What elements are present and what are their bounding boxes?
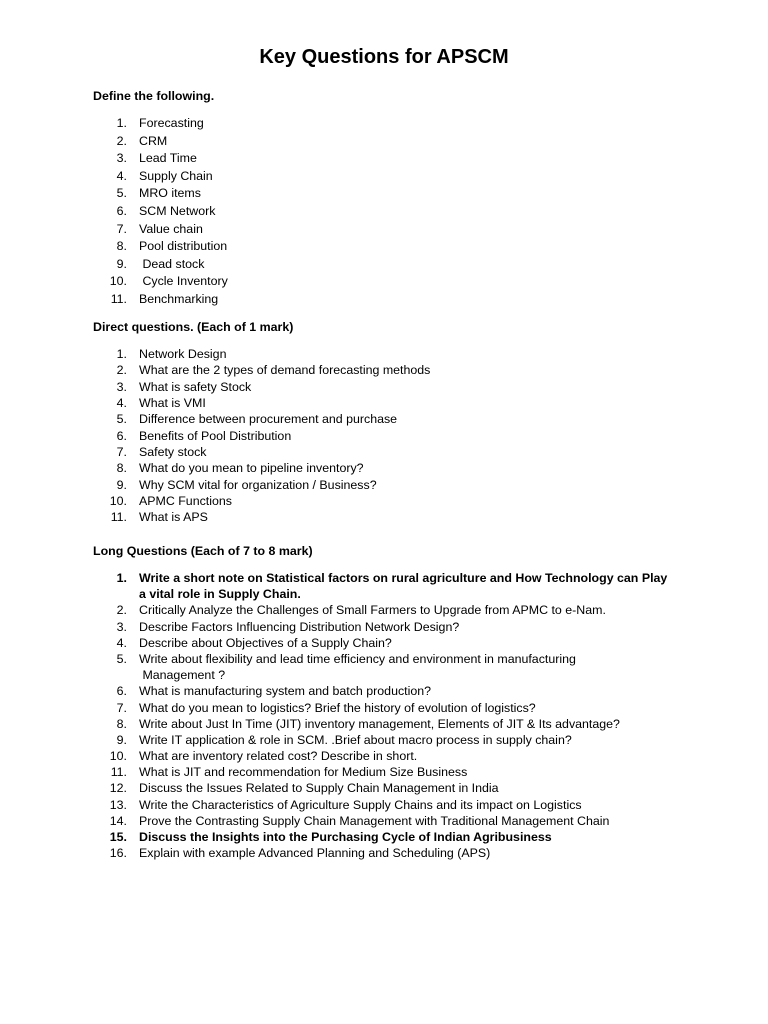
list-item-text-line: Critically Analyze the Challenges of Small Farmers to Upgrade from APMC to e-Nam. [139,603,606,618]
list-item [0,509,768,525]
list-item-number: 9. [116,732,127,747]
list-item [0,185,768,203]
list-item-text [139,256,204,274]
list-item-text [139,570,667,602]
list-item-text [139,732,572,748]
list-item-text [139,411,397,427]
list-item-text-line: Value chain [139,221,203,236]
list-item [0,570,768,602]
list-item-text [139,362,430,378]
list-item-text [139,509,208,525]
list-item [0,732,768,748]
list-item-text [139,651,576,683]
list-item-number: 2. [116,133,127,148]
list-item-text-line: Describe about Objectives of a Supply Chain? [139,635,392,650]
list-item-number: 1. [116,347,127,361]
list-item-text-line: APMC Functions [139,494,232,509]
list-item-number: 7. [116,445,127,460]
list-item [0,150,768,168]
list-item-text-line: Discuss the Insights into the Purchasing Cycle of Indian Agribusiness [139,830,552,845]
list-item-text [139,845,490,861]
list-item-number: 14. [109,813,127,828]
list-item-text [139,185,201,203]
list-item-number: 9. [116,477,127,492]
list-item-text [139,460,364,476]
list-item [0,683,768,699]
list-item-text [139,748,417,764]
list-item [0,238,768,256]
list-item-text [139,493,232,509]
list-item-text [139,428,291,444]
list-item-text [139,395,206,411]
list-item-text [139,238,227,256]
list-item-text-line: Lead Time [139,151,197,166]
list-item [0,133,768,151]
list-item-text-line: SCM Network [139,203,216,218]
list-item [0,797,768,813]
list-item-text [139,829,552,845]
list-item [0,602,768,618]
list-item-text [139,602,606,618]
list-item-text-line: What are inventory related cost? Describe in short. [139,749,418,764]
list-item-number: 8. [116,716,127,731]
section-heading-direct: Direct questions. (Each of 1 mark) [93,320,294,334]
list-item-number: 3. [116,151,127,166]
list-item-number: 7. [116,221,127,236]
list-item-text [139,379,251,395]
list-item-text-line: What are the 2 types of demand forecasting methods [139,363,431,378]
list-item [0,444,768,460]
document-title: Key Questions for APSCM [259,46,509,68]
list-item-text-line: Write IT application & role in SCM. .Brief about macro process in supply chain? [139,732,572,747]
list-item-text-line: Supply Chain [139,168,213,183]
list-item [0,395,768,411]
list-item-text [139,683,431,699]
list-item-number: 9. [116,256,127,271]
list-item-number: 6. [116,684,127,699]
direct-questions-list [0,346,768,526]
list-item-number: 6. [116,428,127,443]
list-item [0,829,768,845]
list-item-text-line: Forecasting [139,116,204,130]
list-item [0,203,768,221]
list-item-text-line: Dead stock [139,256,205,271]
list-item-text-line: Difference between procurement and purchase [139,412,398,427]
list-item-number: 1. [116,116,127,130]
list-item-number: 6. [116,203,127,218]
list-item-text [139,619,459,635]
list-item-text-line: Write the Characteristics of Agriculture Supply Chains and its impact on Logistics [139,797,582,812]
list-item [0,493,768,509]
list-item-number: 4. [116,396,127,411]
list-item [0,764,768,780]
list-item-number: 10. [109,274,127,289]
list-item-text-line: Discuss the Issues Related to Supply Chain Management in India [139,781,499,796]
list-item-text-line: Safety stock [139,445,207,460]
list-item-text [139,700,536,716]
list-item [0,748,768,764]
long-questions-list [0,570,768,861]
list-item [0,379,768,395]
define-list [0,115,768,309]
list-item-number: 5. [116,186,127,201]
list-item [0,273,768,291]
list-item-number: 3. [116,619,127,634]
list-item [0,716,768,732]
list-item [0,411,768,427]
list-item-text-line: Pool distribution [139,239,228,254]
list-item-text-line: What do you mean to logistics? Brief the history of evolution of logistics? [139,700,536,715]
list-item-text-line: Why SCM vital for organization / Business? [139,477,377,492]
list-item [0,346,768,362]
list-item-text-line: What do you mean to pipeline inventory? [139,461,364,476]
list-item-text-line: What is safety Stock [139,379,252,394]
list-item-number: 1. [116,571,127,585]
list-item [0,477,768,493]
list-item-text-line: Describe Factors Influencing Distribution Network Design? [139,619,460,634]
list-item-text [139,444,207,460]
list-item-text [139,221,203,239]
list-item-text [139,780,499,796]
list-item [0,700,768,716]
list-item-text [139,716,620,732]
list-item-text [139,150,197,168]
list-item-number: 8. [116,239,127,254]
list-item [0,651,768,683]
list-item [0,635,768,651]
list-item-number: 11. [110,291,127,306]
list-item [0,362,768,378]
list-item-text-line: Management ? [139,668,226,683]
list-item [0,168,768,186]
list-item-number: 13. [109,797,127,812]
list-item-number: 4. [116,168,127,183]
section-heading-long: Long Questions (Each of 7 to 8 mark) [93,544,313,558]
list-item [0,256,768,274]
list-item-number: 16. [109,846,127,861]
list-item [0,813,768,829]
list-item-text [139,291,218,309]
list-item-number: 12. [109,781,127,796]
list-item-text-line: Benefits of Pool Distribution [139,428,292,443]
list-item-text [139,133,167,151]
list-item [0,291,768,309]
list-item-text-line: Cycle Inventory [139,274,228,289]
list-item-text [139,635,392,651]
list-item-text [139,797,582,813]
list-item-text-line: CRM [139,133,168,148]
list-item [0,619,768,635]
list-item-text-line: Explain with example Advanced Planning and Scheduling (APS) [139,846,491,861]
list-item [0,428,768,444]
list-item-text-line: Write a short note on Statistical factors on rural agriculture and How Technology can Play [139,571,668,585]
list-item-number: 11. [110,765,127,780]
list-item-number: 2. [116,363,127,378]
list-item-text [139,346,226,362]
list-item-number: 8. [116,461,127,476]
list-item-text [139,168,213,186]
section-heading-define: Define the following. [93,89,215,103]
list-item-text-line: What is APS [139,510,208,525]
list-item-text-line: Write about Just In Time (JIT) inventory management, Elements of JIT & Its advantage? [139,716,620,731]
list-item-text-line: Prove the Contrasting Supply Chain Management with Traditional Management Chain [139,813,610,828]
list-item [0,460,768,476]
list-item-text-line: Write about flexibility and lead time efficiency and environment in manufacturing [139,651,576,666]
list-item-text-line: MRO items [139,186,201,201]
list-item-text-line: a vital role in Supply Chain. [139,587,301,602]
list-item [0,780,768,796]
list-item-number: 11. [110,510,127,525]
list-item-text [139,203,215,221]
list-item-text [139,273,228,291]
list-item-text-line: What is JIT and recommendation for Medium Size Business [139,765,468,780]
list-item-number: 10. [109,494,127,509]
list-item-number: 15. [109,830,127,845]
list-item-number: 5. [116,412,127,427]
list-item-number: 5. [116,651,127,666]
list-item-number: 7. [116,700,127,715]
list-item-text [139,115,204,133]
list-item-number: 10. [109,749,127,764]
list-item-number: 2. [116,603,127,618]
list-item-number: 4. [116,635,127,650]
list-item-number: 3. [116,379,127,394]
list-item-text-line: Benchmarking [139,291,219,306]
list-item-text [139,477,377,493]
list-item-text-line: What is VMI [139,396,206,411]
list-item [0,221,768,239]
list-item-text [139,813,609,829]
list-item [0,115,768,133]
list-item [0,845,768,861]
list-item-text [139,764,467,780]
list-item-text-line: What is manufacturing system and batch production? [139,684,432,699]
list-item-text-line: Network Design [139,347,227,361]
